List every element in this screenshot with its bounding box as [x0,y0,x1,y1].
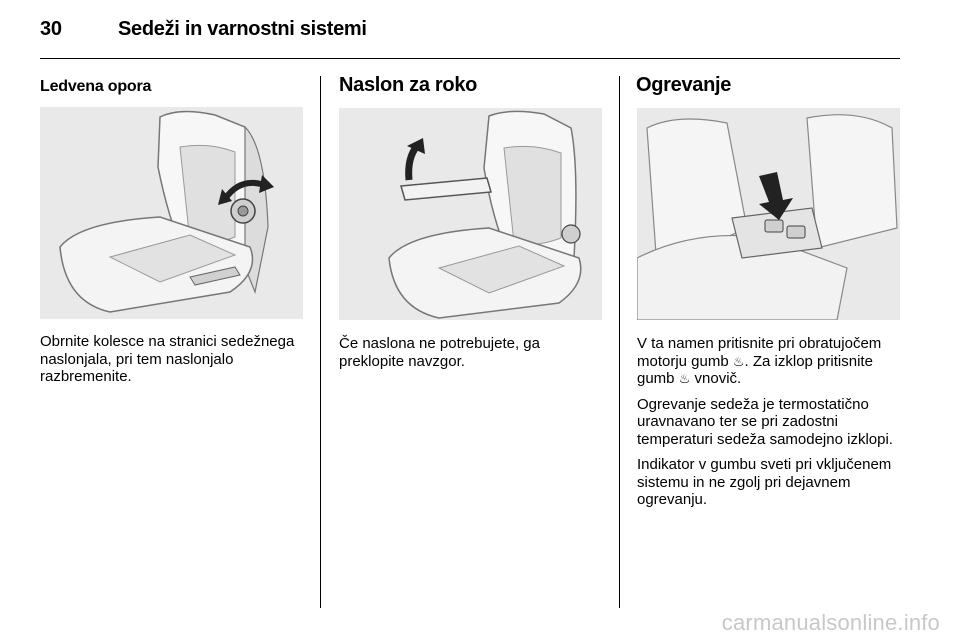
armrest-text [339,335,607,378]
paragraph: Če naslona ne potrebujete, ga preklopite navzgor. [339,335,540,370]
lumbar-support-text [40,333,308,394]
seat-heating-text [637,335,905,517]
text-span: V ta namen pritisnite pri obratujočem motorju gumb [637,335,882,370]
column-divider [619,76,620,608]
watermark: carmanualsonline.info [721,610,940,635]
armrest-illustration [339,108,602,320]
lumbar-support-illustration [40,107,303,319]
header-rule [40,58,900,59]
text-span: vnovič. [690,370,742,387]
section-seat-heating [636,70,901,97]
section-heading: Ogrevanje [636,74,732,96]
column-divider [320,76,321,608]
section-heading: Ledvena opora [40,78,152,95]
seat-heating-illustration [637,108,900,320]
section-lumbar-support [40,70,305,96]
paragraph: Ogrevanje sedeža je termostatično uravnavano ter se pri zadostni temperaturi sedeža samodejno izklopi. [637,395,893,448]
page-header [40,18,900,58]
seat-heating-icon: ♨ [732,353,745,369]
paragraph [637,335,905,388]
section-armrest [339,70,604,97]
page-title: Sedeži in varnostni sistemi [118,18,367,40]
section-heading: Naslon za roko [339,74,478,96]
paragraph: Indikator v gumbu sveti pri vključenem sistemu in ne zgolj pri dejavnem ogrevanju. [637,456,892,508]
text-span: . Za izklop pritisnite gumb [637,352,873,387]
page-number: 30 [40,18,62,40]
paragraph: Obrnite kolesce na stranici sedežnega naslonjala, pri tem naslonjalo razbremenite. [40,333,295,385]
seat-heating-icon: ♨ [678,371,691,386]
